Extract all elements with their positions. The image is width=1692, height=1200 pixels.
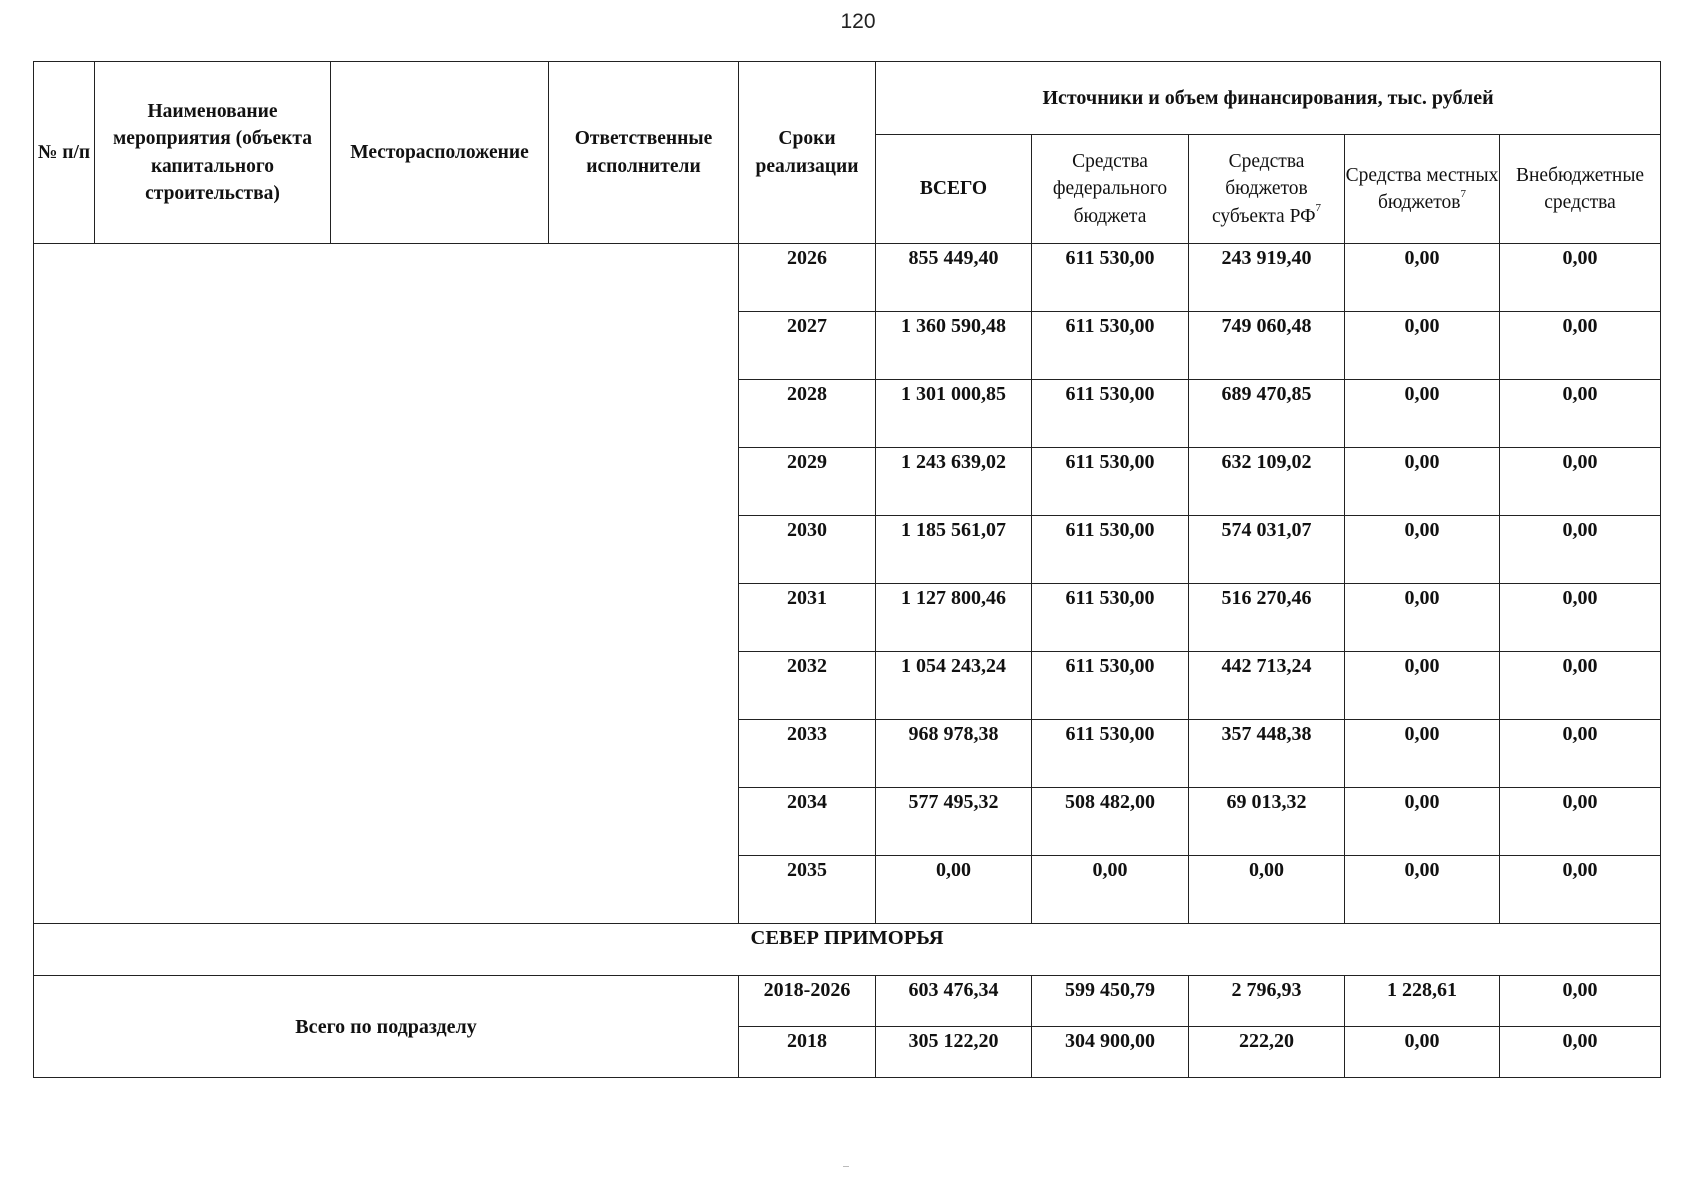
section-title: СЕВЕР ПРИМОРЬЯ [34,924,1661,976]
cell-total: 1 185 561,07 [876,516,1032,584]
table-row [34,244,1661,312]
header-federal: Средства федерального бюджета [1032,135,1189,244]
cell-regional: 0,00 [1189,856,1345,924]
cell-total: 603 476,34 [876,976,1032,1027]
cell-extra: 0,00 [1500,312,1661,380]
cell-federal: 611 530,00 [1032,652,1189,720]
cell-extra: 0,00 [1500,1027,1661,1078]
cell-regional: 689 470,85 [1189,380,1345,448]
cell-regional: 243 919,40 [1189,244,1345,312]
cell-federal: 611 530,00 [1032,312,1189,380]
cell-year: 2033 [739,720,876,788]
cell-federal: 508 482,00 [1032,788,1189,856]
cell-local: 0,00 [1345,652,1500,720]
cell-federal: 611 530,00 [1032,720,1189,788]
cell-year: 2035 [739,856,876,924]
cell-extra: 0,00 [1500,448,1661,516]
cell-year: 2030 [739,516,876,584]
section-row [34,924,1661,976]
cell-extra: 0,00 [1500,976,1661,1027]
cell-extra: 0,00 [1500,584,1661,652]
cell-extra: 0,00 [1500,380,1661,448]
cell-federal: 611 530,00 [1032,448,1189,516]
header-regional [1189,135,1345,244]
financing-table [33,61,1661,1078]
cell-regional: 222,20 [1189,1027,1345,1078]
cell-regional: 357 448,38 [1189,720,1345,788]
cell-federal: 599 450,79 [1032,976,1189,1027]
cell-extra: 0,00 [1500,856,1661,924]
cell-regional: 749 060,48 [1189,312,1345,380]
cell-year: 2018 [739,1027,876,1078]
subtotal-row [34,976,1661,1027]
cell-local: 0,00 [1345,788,1500,856]
cell-year: 2029 [739,448,876,516]
cell-extra: 0,00 [1500,244,1661,312]
cell-regional: 632 109,02 [1189,448,1345,516]
cell-regional: 442 713,24 [1189,652,1345,720]
header-local-label: Средства местных бюджетов [1345,164,1499,213]
cell-year: 2027 [739,312,876,380]
cell-total: 1 360 590,48 [876,312,1032,380]
header-location: Месторасположение [331,62,549,244]
subtotal-label: Всего по подразделу [34,976,739,1078]
cell-regional: 516 270,46 [1189,584,1345,652]
cell-year: 2026 [739,244,876,312]
cell-local: 0,00 [1345,584,1500,652]
cell-regional: 2 796,93 [1189,976,1345,1027]
cell-total: 0,00 [876,856,1032,924]
cell-total: 305 122,20 [876,1027,1032,1078]
cell-federal: 0,00 [1032,856,1189,924]
cell-year: 2018-2026 [739,976,876,1027]
cell-total: 1 301 000,85 [876,380,1032,448]
cell-federal: 611 530,00 [1032,516,1189,584]
cell-local: 1 228,61 [1345,976,1500,1027]
cell-local: 0,00 [1345,516,1500,584]
cell-year: 2032 [739,652,876,720]
cell-local: 0,00 [1345,856,1500,924]
cell-extra: 0,00 [1500,788,1661,856]
cell-local: 0,00 [1345,312,1500,380]
cell-total: 1 054 243,24 [876,652,1032,720]
table-body [34,244,1661,1078]
cell-year: 2034 [739,788,876,856]
header-local-footnote: 7 [1460,188,1466,200]
cell-regional: 574 031,07 [1189,516,1345,584]
cell-extra: 0,00 [1500,720,1661,788]
header-num: № п/п [34,62,95,244]
header-total: ВСЕГО [876,135,1032,244]
cell-local: 0,00 [1345,380,1500,448]
cell-federal: 304 900,00 [1032,1027,1189,1078]
header-regional-label: Средства бюджетов субъекта РФ [1212,151,1316,227]
cell-year: 2031 [739,584,876,652]
merged-blank-cell [34,244,739,924]
cell-extra: 0,00 [1500,652,1661,720]
cell-local: 0,00 [1345,1027,1500,1078]
cell-federal: 611 530,00 [1032,244,1189,312]
header-terms: Сроки реализации [739,62,876,244]
cell-local: 0,00 [1345,720,1500,788]
cell-total: 1 243 639,02 [876,448,1032,516]
cell-federal: 611 530,00 [1032,380,1189,448]
scan-artifact [843,1166,849,1167]
header-name: Наименование мероприятия (объекта капитального строительства) [95,62,331,244]
cell-local: 0,00 [1345,448,1500,516]
header-sources: Источники и объем финансирования, тыс. рублей [876,62,1661,135]
table-header [34,62,1661,244]
cell-extra: 0,00 [1500,516,1661,584]
cell-local: 0,00 [1345,244,1500,312]
cell-year: 2028 [739,380,876,448]
cell-total: 855 449,40 [876,244,1032,312]
cell-total: 577 495,32 [876,788,1032,856]
header-local [1345,135,1500,244]
cell-total: 968 978,38 [876,720,1032,788]
header-responsible: Ответственные исполнители [549,62,739,244]
header-extrabudget: Внебюджетные средства [1500,135,1661,244]
cell-total: 1 127 800,46 [876,584,1032,652]
header-regional-footnote: 7 [1315,201,1321,214]
page-number: 120 [840,10,876,33]
cell-federal: 611 530,00 [1032,584,1189,652]
cell-regional: 69 013,32 [1189,788,1345,856]
